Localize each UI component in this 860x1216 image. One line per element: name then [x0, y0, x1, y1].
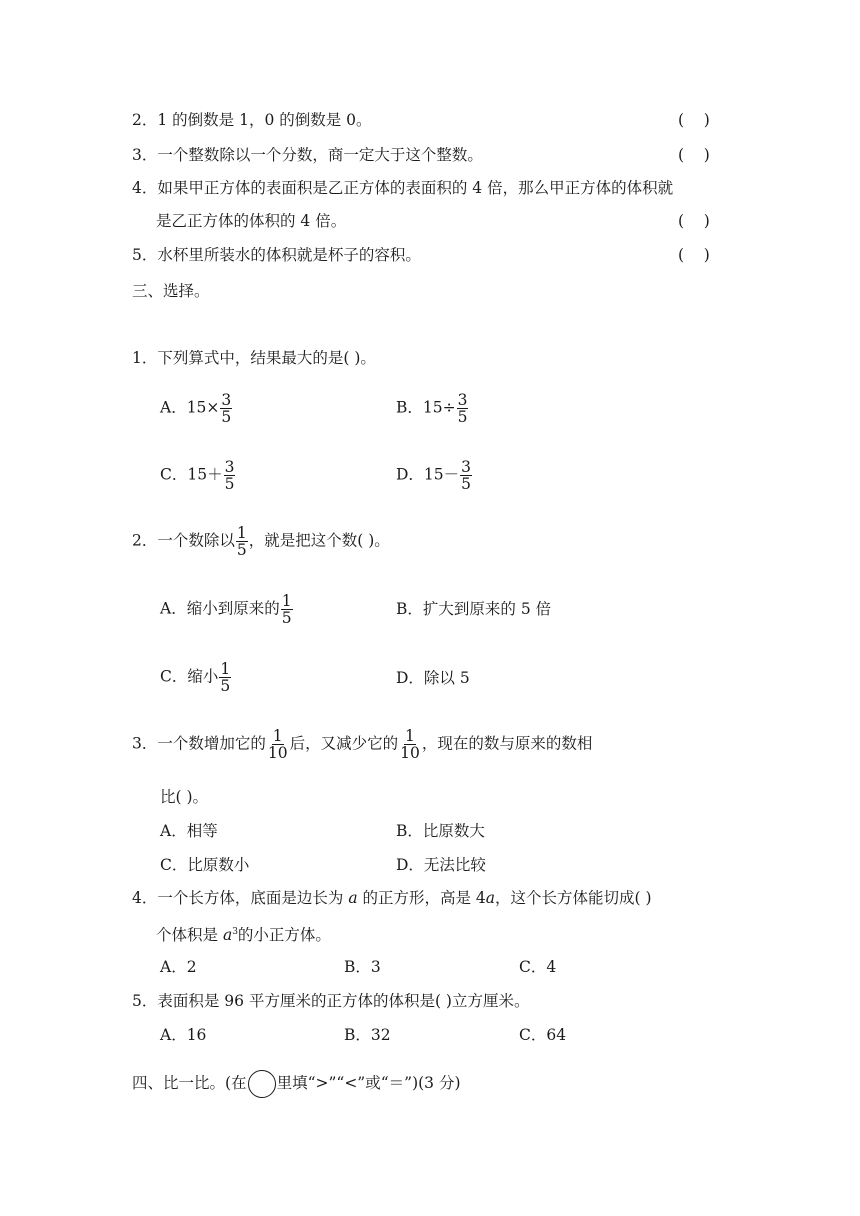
stem-text: ，这个长方体能切成( ) [495, 889, 652, 907]
choice-q4-stem-line1 [132, 888, 652, 908]
fraction [236, 525, 248, 558]
judge-q4-number: 4． [132, 179, 158, 197]
choice-q2-stem [132, 525, 390, 558]
circle-icon [248, 1070, 276, 1098]
choice-q4-option-c[interactable]: C．4 [519, 958, 557, 976]
fraction [267, 728, 289, 761]
fraction-denominator: 5 [220, 677, 231, 695]
section-4-title-text: 四、比一比。(在 [132, 1074, 247, 1092]
judge-q4-text-line2: 是乙正方体的体积的 4 倍。 [156, 212, 347, 230]
choice-q3-stem [132, 728, 592, 761]
fraction-denominator: 10 [400, 744, 420, 762]
choice-q1-option-b[interactable] [396, 392, 469, 425]
choice-q3-option-b[interactable]: B．比原数大 [396, 822, 485, 840]
choice-q4-option-b[interactable]: B．3 [344, 958, 381, 976]
fraction [460, 459, 472, 492]
choice-q2-option-a[interactable] [160, 593, 294, 626]
judge-q4-text-line1: 如果甲正方体的表面积是乙正方体的表面积的 4 倍，那么甲正方体的体积就 [157, 179, 674, 197]
fraction [220, 392, 232, 425]
fraction-denominator: 5 [461, 475, 472, 493]
option-c-label: C．15＋ [160, 465, 223, 484]
stem-text: 2．一个数除以 [132, 531, 235, 550]
fraction-numerator: 3 [224, 458, 235, 476]
judge-q2-text: 1 的倒数是 1，0 的倒数是 0。 [157, 111, 372, 129]
judge-q5 [132, 245, 421, 265]
choice-q1-stem: 1．下列算式中，结果最大的是( )。 [132, 349, 376, 367]
choice-q2-option-b[interactable]: B．扩大到原来的 5 倍 [396, 600, 552, 618]
choice-q3-option-a[interactable]: A．相等 [160, 822, 218, 840]
stem-text: 的正方形，高是 4 [357, 889, 486, 907]
choice-q3-stem-line2: 比( )。 [160, 788, 209, 806]
judge-q4-answer-blank[interactable]: ( ) [678, 212, 710, 230]
judge-q3-text: 一个整数除以一个分数，商一定大于这个整数。 [157, 146, 483, 164]
variable: a [348, 889, 358, 907]
choice-q4-stem-line2 [156, 922, 331, 945]
choice-q1-option-d[interactable] [396, 459, 473, 492]
fraction-numerator: 1 [220, 660, 231, 678]
judge-q2-number: 2． [132, 111, 158, 129]
judge-q5-number: 5． [132, 246, 158, 264]
exponent: 3 [232, 927, 238, 937]
option-c-label: C．缩小 [160, 667, 219, 686]
judge-q3-answer-blank[interactable]: ( ) [678, 146, 710, 164]
choice-q1-option-a[interactable] [160, 392, 233, 425]
fraction-denominator: 5 [224, 475, 235, 493]
fraction [457, 392, 469, 425]
option-d-label: D．15－ [396, 465, 460, 484]
fraction-denominator: 5 [457, 408, 468, 426]
stem-text: ，就是把这个数( )。 [248, 531, 390, 550]
fraction [224, 459, 236, 492]
fraction-numerator: 3 [457, 391, 468, 409]
section-4-title-text: 里填“>”“<”或“＝”)(3 分) [276, 1074, 461, 1092]
fraction-numerator: 3 [461, 458, 472, 476]
fraction [281, 593, 293, 626]
option-a-label: A．15× [160, 398, 220, 417]
variable: a [485, 889, 496, 907]
fraction [219, 661, 231, 694]
judge-q3-number: 3． [132, 146, 158, 164]
question-number: 4． [132, 889, 158, 907]
stem-text: ，现在的数与原来的数相 [421, 734, 593, 753]
section-4-title [132, 1068, 461, 1098]
variable: a [222, 926, 233, 944]
choice-q5-option-c[interactable]: C．64 [519, 1026, 567, 1044]
fraction-denominator: 5 [281, 609, 292, 627]
judge-q2-answer-blank[interactable]: ( ) [678, 111, 710, 129]
fraction-numerator: 1 [281, 592, 292, 610]
choice-q3-option-c[interactable]: C．比原数小 [160, 856, 250, 874]
option-b-label: B．15÷ [396, 398, 456, 417]
fraction [399, 728, 421, 761]
fraction-denominator: 5 [221, 408, 232, 426]
fraction-numerator: 1 [405, 727, 415, 745]
choice-q2-option-c[interactable] [160, 661, 232, 694]
stem-text: 3．一个数增加它的 [132, 734, 266, 753]
judge-q2 [132, 110, 372, 130]
choice-q1-option-c[interactable] [160, 459, 236, 492]
stem-text: 后，又减少它的 [289, 734, 399, 753]
choice-q5-stem: 5．表面积是 96 平方厘米的正方体的体积是( )立方厘米。 [132, 992, 530, 1010]
judge-q3 [132, 145, 483, 165]
stem-text: 的小正方体。 [237, 926, 331, 944]
stem-text: 个体积是 [156, 926, 223, 944]
fraction-denominator: 10 [267, 744, 288, 762]
fraction-denominator: 5 [236, 541, 247, 559]
fraction-numerator: 1 [236, 524, 247, 542]
judge-q4-line1 [132, 178, 673, 198]
choice-q4-option-a[interactable]: A．2 [160, 958, 197, 976]
choice-q5-option-b[interactable]: B．32 [344, 1026, 391, 1044]
choice-q2-option-d[interactable]: D．除以 5 [396, 669, 470, 687]
choice-q5-option-a[interactable]: A．16 [160, 1026, 207, 1044]
judge-q5-answer-blank[interactable]: ( ) [678, 246, 710, 264]
judge-q5-text: 水杯里所装水的体积就是杯子的容积。 [157, 246, 421, 264]
stem-text: 一个长方体，底面是边长为 [157, 889, 349, 907]
choice-q3-option-d[interactable]: D．无法比较 [396, 856, 486, 874]
option-a-label: A．缩小到原来的 [160, 599, 280, 618]
fraction-numerator: 3 [221, 391, 232, 409]
section-3-title: 三、选择。 [132, 282, 210, 300]
fraction-numerator: 1 [272, 727, 283, 745]
